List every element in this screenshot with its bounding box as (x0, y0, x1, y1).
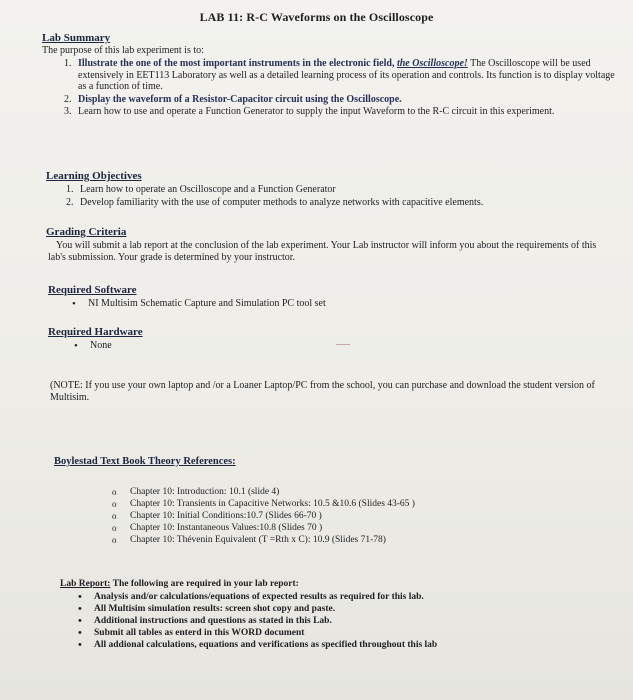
circle-bullet-icon: o (112, 487, 117, 497)
item-text: Chapter 10: Transients in Capacitive Networks: 10.5 &10.6 (Slides 43-65 ) (130, 499, 415, 509)
list-item (112, 498, 415, 510)
learning-objectives-list (62, 184, 617, 209)
bullet-icon: • (72, 298, 76, 310)
bullet-icon: • (78, 591, 82, 603)
references-list (112, 486, 415, 546)
item-number: 1. (64, 58, 72, 69)
item-text: Develop familiarity with the use of computer methods to analyze networks with capacitive elements. (80, 196, 484, 208)
circle-bullet-icon: o (112, 499, 117, 509)
item-text: Chapter 10: Initial Conditions:10.7 (Slides 66-70 ) (130, 511, 322, 521)
circle-bullet-icon: o (112, 523, 117, 533)
lab-report-list (76, 592, 621, 652)
item-text: None (90, 340, 112, 351)
item-text: All Multisim simulation results: screen shot copy and paste. (94, 604, 336, 614)
required-software-list (70, 298, 570, 312)
pen-mark (336, 338, 350, 345)
list-item (60, 106, 615, 118)
list-item (112, 510, 415, 522)
bullet-icon: • (78, 603, 82, 615)
lab-summary-list (60, 58, 615, 119)
list-item (70, 298, 570, 310)
item-bold-text: Illustrate the one of the most important instruments in the electronic field, (78, 58, 395, 69)
list-item (112, 534, 415, 546)
required-hardware-heading: Required Hardware (48, 326, 143, 338)
learning-objectives-heading: Learning Objectives (46, 170, 142, 182)
list-item (76, 604, 621, 615)
item-text: All addional calculations, equations and verifications as specified throughout this lab (94, 640, 438, 650)
circle-bullet-icon: o (112, 511, 117, 521)
item-text: Chapter 10: Instantaneous Values:10.8 (Slides 70 ) (130, 523, 323, 533)
required-hardware-list (72, 340, 372, 354)
item-text: Analysis and/or calculations/equations of expected results as required for this lab. (94, 592, 424, 602)
circle-bullet-icon: o (112, 535, 117, 545)
item-text: Additional instructions and questions as stated in this Lab. (94, 616, 332, 626)
bullet-icon: • (74, 340, 78, 352)
list-item (112, 486, 415, 498)
page-title: LAB 11: R-C Waveforms on the Oscilloscope (199, 10, 434, 24)
item-text: Chapter 10: Introduction: 10.1 (slide 4) (130, 487, 280, 497)
list-item (72, 340, 372, 352)
lab-summary-intro: The purpose of this lab experiment is to: (42, 45, 204, 56)
required-software-heading: Required Software (48, 284, 137, 296)
lab-report-header (60, 578, 299, 590)
list-item (76, 592, 621, 603)
list-item (60, 94, 615, 106)
bullet-icon: • (78, 627, 82, 639)
list-item (76, 628, 621, 639)
list-item (76, 616, 621, 627)
list-item (60, 58, 615, 93)
bullet-icon: • (78, 639, 82, 651)
grading-criteria-text: You will submit a lab report at the conclusion of the lab experiment. Your Lab instructor will inform you about the requirements of this lab's submission. Your grade is determined by your instructor. (48, 240, 597, 263)
references-heading: Boylestad Text Book Theory References: (54, 456, 236, 467)
item-text: Learn how to operate an Oscilloscope and a Function Generator (80, 184, 336, 195)
list-item (62, 184, 617, 196)
item-number: 2. (66, 196, 74, 208)
oscilloscope-emphasis: the Oscilloscope! (396, 58, 468, 69)
item-text: NI Multisim Schematic Capture and Simulation PC tool set (88, 298, 326, 309)
item-text: Submit all tables as enterd in this WORD document (94, 628, 305, 638)
lab-report-intro: The following are required in your lab report: (112, 579, 299, 589)
lab-summary-heading: Lab Summary (42, 32, 111, 44)
list-item (112, 522, 415, 534)
item-bold-text: Display the waveform of a Resistor-Capacitor circuit using the Oscilloscope. (78, 93, 402, 105)
grading-criteria-heading: Grading Criteria (46, 226, 127, 238)
list-item (62, 197, 617, 209)
item-number: 2. (64, 93, 72, 105)
item-text: The Oscilloscope will be used extensively in EET113 Laboratory as well as a detailed learning process of its operation and controls. Its function is to display voltage as a function of time. (78, 58, 615, 93)
multisim-note: (NOTE: If you use your own laptop and /or a Loaner Laptop/PC from the school, you can purchase and download the student version of Multisim. (50, 380, 595, 403)
item-number: 1. (66, 184, 74, 195)
item-text: Chapter 10: Thévenin Equivalent (T =Rth x C): 10.9 (Slides 71-78) (130, 535, 386, 545)
bullet-icon: • (78, 615, 82, 627)
list-item (76, 640, 621, 651)
lab-report-heading: Lab Report: (60, 579, 111, 589)
item-text: Learn how to use and operate a Function Generator to supply the input Waveform to the R-C circuit in this experiment. (78, 106, 555, 118)
item-number: 3. (64, 106, 72, 118)
